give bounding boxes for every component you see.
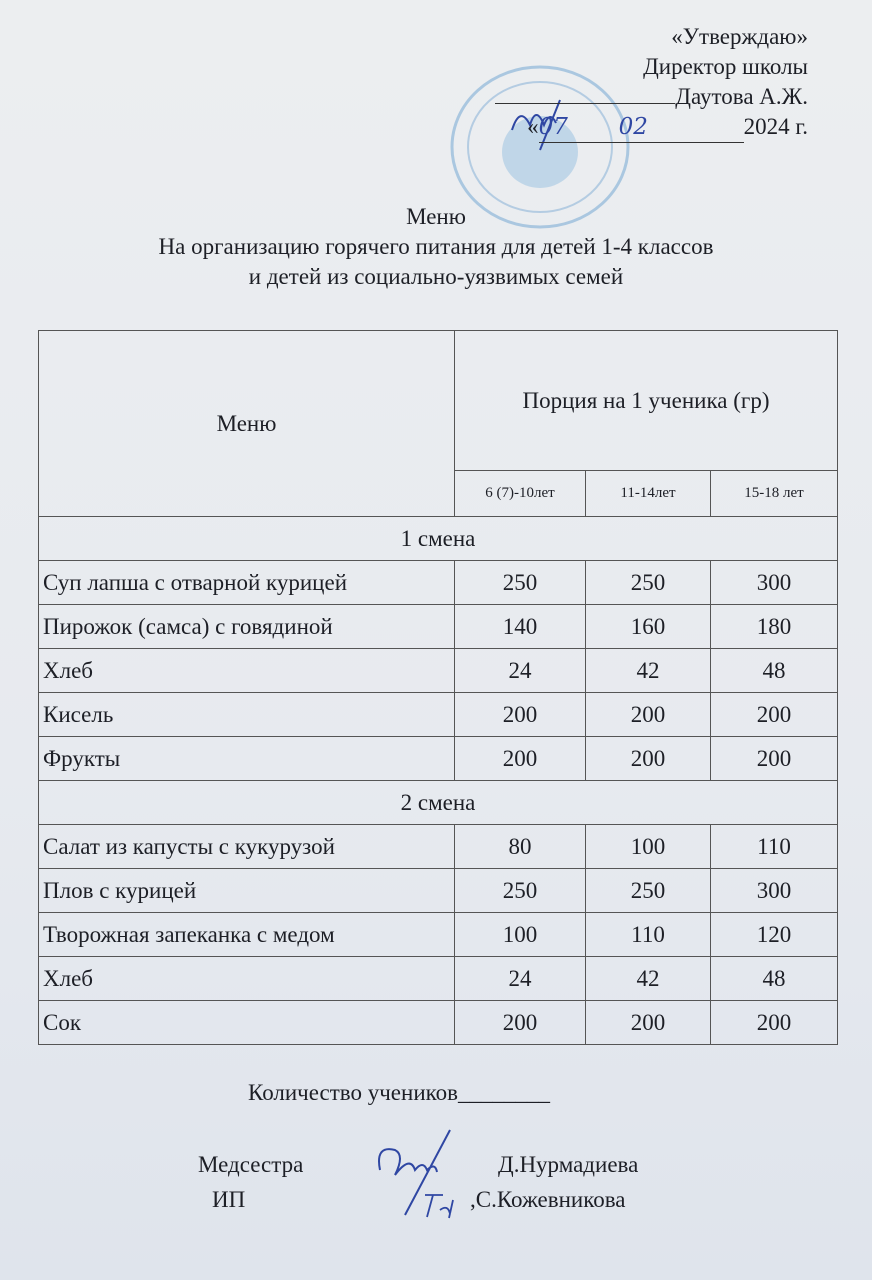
table-row [39, 693, 838, 737]
date-month: 02 [599, 112, 744, 143]
dish-name: Плов с курицей [39, 869, 455, 913]
dish-name: Пирожок (самса) с говядиной [39, 605, 455, 649]
portion-value: 160 [586, 605, 711, 649]
date-day: 07 [539, 112, 599, 143]
table-row [39, 825, 838, 869]
portion-value: 120 [711, 913, 838, 957]
dish-name: Сок [39, 1001, 455, 1045]
portion-value: 140 [455, 605, 586, 649]
portion-value: 100 [455, 913, 586, 957]
director-name-line [495, 82, 808, 112]
portion-value: 200 [455, 693, 586, 737]
dish-name: Хлеб [39, 957, 455, 1001]
nurse-name: Д.Нурмадиева [498, 1152, 639, 1177]
portion-value: 250 [586, 561, 711, 605]
dish-name: Фрукты [39, 737, 455, 781]
portion-value: 200 [711, 737, 838, 781]
shift-row [39, 517, 838, 561]
nurse-signature [365, 1125, 475, 1225]
table-row [39, 561, 838, 605]
portion-column-header: Порция на 1 ученика (гр) [455, 331, 838, 471]
portion-value: 200 [711, 1001, 838, 1045]
dish-name: Суп лапша с отварной курицей [39, 561, 455, 605]
age-group-header: 11-14лет [586, 471, 711, 517]
dish-name: Творожная запеканка с медом [39, 913, 455, 957]
portion-value: 250 [586, 869, 711, 913]
portion-value: 100 [586, 825, 711, 869]
menu-column-header: Меню [39, 331, 455, 517]
approval-block [495, 22, 808, 143]
portion-value: 300 [711, 869, 838, 913]
portion-value: 250 [455, 869, 586, 913]
shift-label: 2 смена [39, 781, 838, 825]
portion-value: 48 [711, 957, 838, 1001]
table-row [39, 1001, 838, 1045]
table-row [39, 913, 838, 957]
dish-name: Кисель [39, 693, 455, 737]
students-count: Количество учеников________ [248, 1080, 550, 1105]
portion-value: 200 [586, 1001, 711, 1045]
portion-value: 180 [711, 605, 838, 649]
heading-subtitle-1: На организацию горячего питания для детей 1-4 классов [158, 234, 714, 259]
portion-value: 110 [711, 825, 838, 869]
portion-value: 80 [455, 825, 586, 869]
date-year: 2024 г. [743, 114, 808, 139]
portion-value: 200 [711, 693, 838, 737]
heading-subtitle-2: и детей из социально-уязвимых семей [248, 264, 624, 289]
portion-value: 200 [455, 1001, 586, 1045]
heading-title: Меню [406, 204, 466, 229]
dish-name: Хлеб [39, 649, 455, 693]
nurse-role: Медсестра [198, 1152, 304, 1177]
portion-value: 200 [586, 737, 711, 781]
portion-value: 200 [455, 737, 586, 781]
portion-value: 110 [586, 913, 711, 957]
table-row [39, 957, 838, 1001]
portion-value: 24 [455, 649, 586, 693]
shift-row [39, 781, 838, 825]
date-quote: « [527, 114, 539, 139]
table-row [39, 649, 838, 693]
portion-value: 24 [455, 957, 586, 1001]
table-row [39, 869, 838, 913]
portion-value: 250 [455, 561, 586, 605]
ip-name: ,С.Кожевникова [470, 1187, 626, 1212]
portion-value: 300 [711, 561, 838, 605]
portion-value: 200 [586, 693, 711, 737]
document-heading [0, 202, 872, 292]
director-name: Даутова А.Ж. [675, 84, 808, 109]
portion-value: 42 [586, 957, 711, 1001]
portion-value: 48 [711, 649, 838, 693]
dish-name: Салат из капусты с кукурузой [39, 825, 455, 869]
shift-label: 1 смена [39, 517, 838, 561]
age-group-header: 15-18 лет [711, 471, 838, 517]
table-row [39, 737, 838, 781]
approval-date [495, 112, 808, 143]
age-group-header: 6 (7)-10лет [455, 471, 586, 517]
menu-table [38, 330, 838, 1045]
table-row [39, 605, 838, 649]
director-position: Директор школы [643, 54, 808, 79]
ip-role: ИП [212, 1187, 246, 1212]
portion-value: 42 [586, 649, 711, 693]
approval-title: «Утверждаю» [671, 24, 808, 49]
